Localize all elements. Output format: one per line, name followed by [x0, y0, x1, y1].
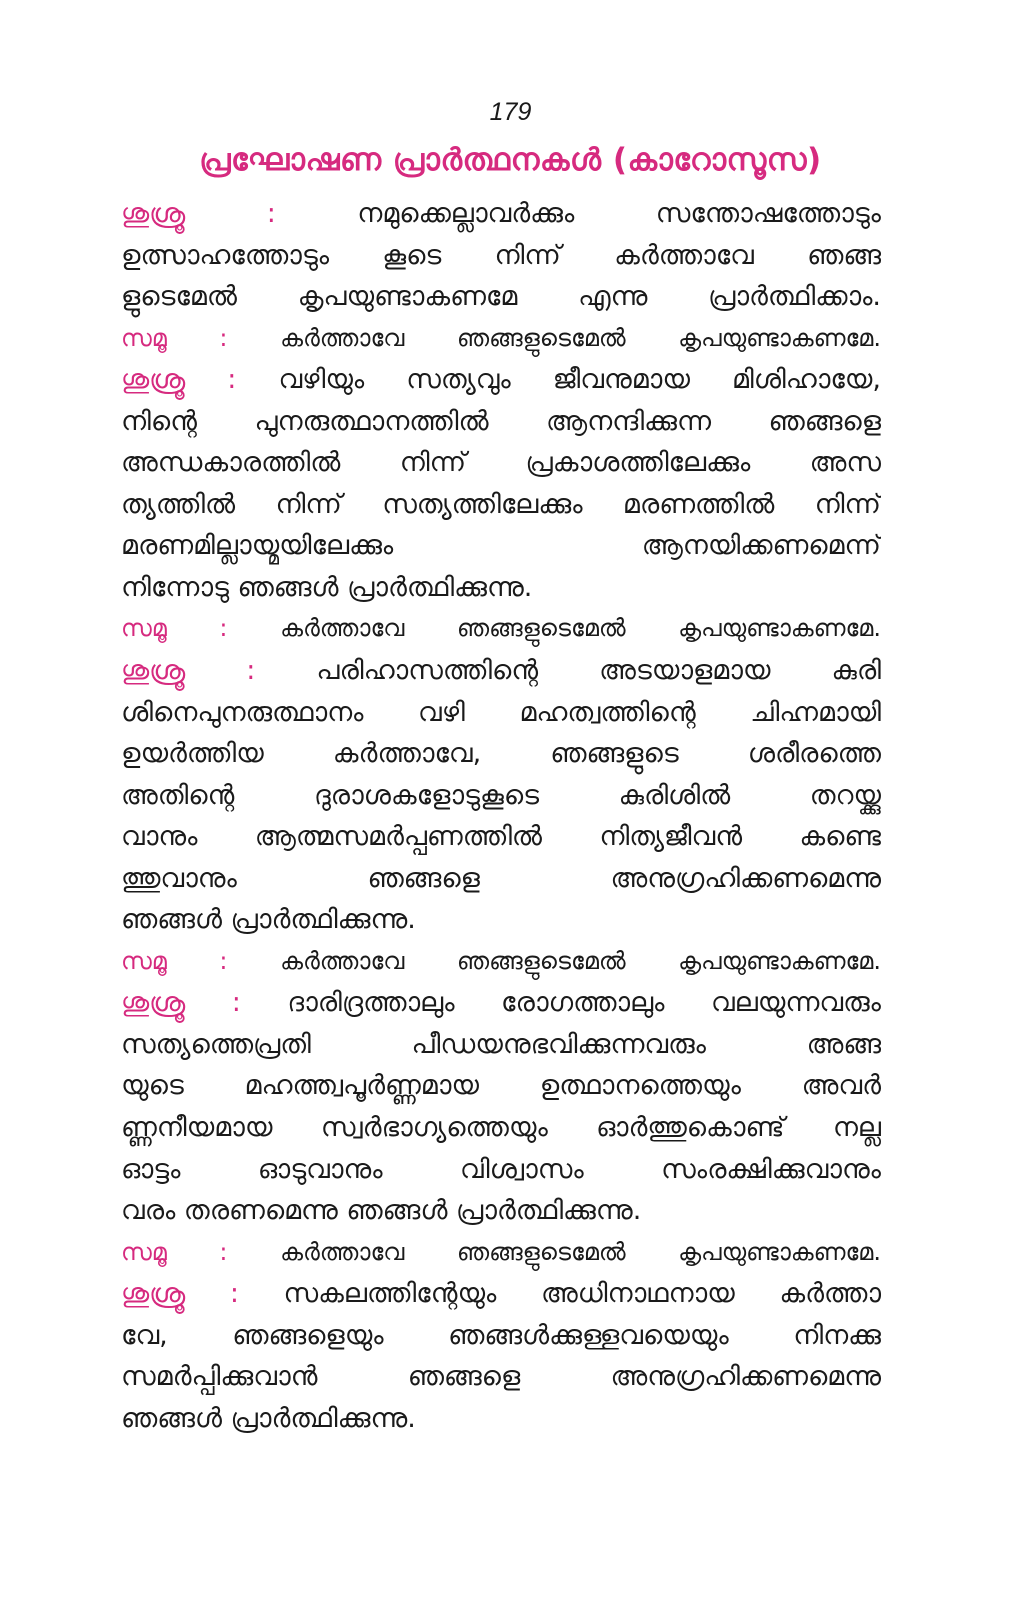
- page-title: പ്രഘോഷണ പ്രാർത്ഥനകൾ (കാറോസൂസ): [199, 142, 822, 178]
- line-text: ഉയർത്തിയ കർത്താവേ, ഞങ്ങളുടെ ശരീരത്തെ: [121, 738, 881, 770]
- line-text: നിന്നോടു ഞങ്ങൾ പ്രാർത്ഥിക്കുന്നു.: [121, 571, 533, 603]
- text-line: [121, 525, 881, 567]
- speaker-label-deacon: ശുശ്രൂ :: [121, 198, 358, 229]
- speaker-label-community: സമൂ :: [121, 946, 281, 975]
- line-text: ത്തുവാനും ഞങ്ങളെ അനുഗ്രഹിക്കണമെന്നു: [121, 862, 881, 894]
- text-line: [121, 1190, 881, 1232]
- text-line: [121, 1107, 881, 1149]
- line-text: വേ, ഞങ്ങളെയും ഞങ്ങൾക്കുള്ളവയെയും നിനക്കു: [121, 1319, 881, 1351]
- response-line: [121, 608, 881, 650]
- response-line: [121, 941, 881, 983]
- speaker-label-community: സമൂ :: [121, 323, 281, 352]
- line-text: വഴിയും സത്യവും ജീവനുമായ മിശിഹായേ,: [278, 364, 881, 396]
- text-line: [121, 401, 881, 443]
- speaker-label-community: സമൂ :: [121, 614, 281, 643]
- line-text: വരം തരണമെന്നു ഞങ്ങൾ പ്രാർത്ഥിക്കുന്നു.: [121, 1195, 642, 1227]
- line-text: യുടെ മഹത്ത്വപൂർണ്ണമായ ഉത്ഥാനത്തെയും അവർ: [121, 1070, 881, 1102]
- text-line: [121, 1315, 881, 1357]
- line-text: കർത്താവേ ഞങ്ങളുടെമേൽ കൃപയുണ്ടാകണമേ.: [280, 323, 881, 352]
- line-text: സത്യത്തെപ്രതി പീഡയനുഭവിക്കുന്നവരും അങ്ങ: [121, 1028, 881, 1060]
- text-line: [121, 1024, 881, 1066]
- line-text: അതിന്റെ ദുരാശകളോടുകൂടെ കുരിശിൽ തറയ്ക്കു: [121, 779, 881, 811]
- text-line: [121, 899, 881, 941]
- line-text: ദാരിദ്രത്താലും രോഗത്താലും വലയുന്നവരും: [287, 987, 881, 1019]
- line-text: ളുടെമേൽ കൃപയുണ്ടാകണമേ എന്നു പ്രാർത്ഥിക്കാം.: [121, 281, 881, 313]
- text-line: [121, 1356, 881, 1398]
- line-text: കർത്താവേ ഞങ്ങളുടെമേൽ കൃപയുണ്ടാകണമേ.: [280, 1237, 881, 1266]
- speaker-label-community: സമൂ :: [121, 1237, 281, 1266]
- line-text: സമർപ്പിക്കുവാൻ ഞങ്ങളെ അനുഗ്രഹിക്കണമെന്നു: [121, 1361, 881, 1393]
- line-text: മരണമില്ലായ്മയിലേക്കും ആനയിക്കണമെന്ന്: [121, 530, 881, 562]
- speaker-label-deacon: ശുശ്രൂ :: [121, 655, 317, 687]
- text-line: [121, 816, 881, 858]
- speaker-label-deacon: ശുശ്രൂ :: [121, 1278, 284, 1310]
- line-text: പരിഹാസത്തിന്റെ അടയാളമായ കുരി: [316, 655, 881, 687]
- text-line: [121, 1065, 881, 1107]
- line-text: ണ്ണനീയമായ സ്വർഭാഗ്യത്തെയും ഓർത്തുകൊണ്ട് നല്ല: [121, 1112, 881, 1144]
- line-text: കർത്താവേ ഞങ്ങളുടെമേൽ കൃപയുണ്ടാകണമേ.: [280, 614, 881, 643]
- text-line: [121, 775, 881, 817]
- line-text: നമുക്കെല്ലാവർക്കും സന്തോഷത്തോടും: [357, 198, 881, 229]
- line-text: ഓട്ടം ഓടുവാനും വിശ്വാസം സംരക്ഷിക്കുവാനും: [121, 1153, 881, 1185]
- deacon-line: [121, 650, 881, 692]
- line-text: കർത്താവേ ഞങ്ങളുടെമേൽ കൃപയുണ്ടാകണമേ.: [280, 946, 881, 975]
- text-line: [121, 235, 881, 277]
- text-line: [121, 442, 881, 484]
- speaker-label-deacon: ശുശ്രൂ :: [121, 987, 288, 1019]
- line-text: നിന്റെ പുനരുത്ഥാനത്തിൽ ആനന്ദിക്കുന്ന ഞങ്ങളെ: [121, 405, 881, 437]
- text-line: [121, 1149, 881, 1191]
- line-text: ത്യത്തിൽ നിന്ന് സത്യത്തിലേക്കും മരണത്തിൽ നിന്ന്: [121, 488, 881, 520]
- line-text: വാനും ആത്മസമർപ്പണത്തിൽ നിത്യജീവൻ കണ്ടെ: [121, 821, 881, 853]
- deacon-line: [121, 1273, 881, 1315]
- text-line: [121, 484, 881, 526]
- speaker-label-deacon: ശുശ്രൂ :: [121, 364, 279, 396]
- text-line: [121, 858, 881, 900]
- line-text: ഞങ്ങൾ പ്രാർത്ഥിക്കുന്നു.: [121, 1402, 416, 1434]
- prayer-text: [121, 193, 881, 1439]
- page-number: 179: [489, 98, 532, 126]
- text-line: [121, 567, 881, 609]
- text-line: [121, 733, 881, 775]
- text-line: [121, 276, 881, 318]
- line-text: അന്ധകാരത്തിൽ നിന്ന് പ്രകാശത്തിലേക്കും അസ: [121, 447, 881, 479]
- text-line: [121, 1398, 881, 1440]
- line-text: സകലത്തിന്റേയും അധിനാഥനായ കർത്താ: [283, 1278, 881, 1310]
- text-line: [121, 692, 881, 734]
- line-text: ഉത്സാഹത്തോടും കൂടെ നിന്ന് കർത്താവേ ഞങ്ങ: [121, 239, 881, 271]
- line-text: ശിനെപുനരുത്ഥാനം വഴി മഹത്വത്തിന്റെ ചിഹ്നമായി: [121, 696, 881, 728]
- deacon-line: [121, 982, 881, 1024]
- deacon-line: [121, 193, 881, 235]
- response-line: [121, 1232, 881, 1274]
- deacon-line: [121, 359, 881, 401]
- response-line: [121, 318, 881, 360]
- line-text: ഞങ്ങൾ പ്രാർത്ഥിക്കുന്നു.: [121, 904, 416, 936]
